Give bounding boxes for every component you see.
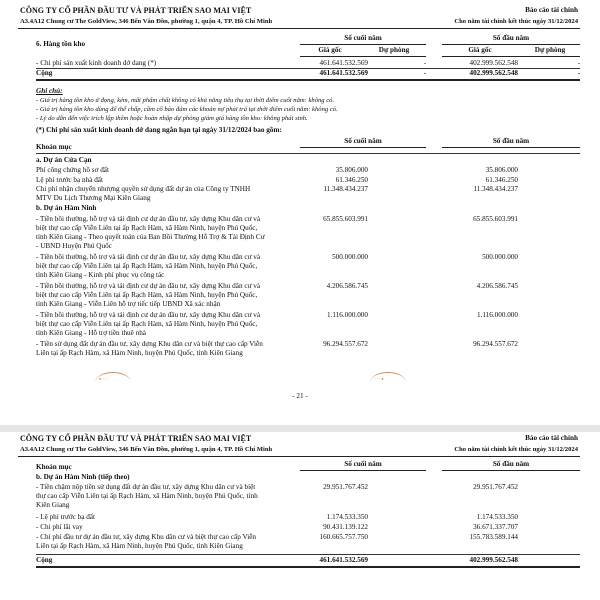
list-item-cont: tỉnh Kiên Giang - Kinh phí phục vụ công tác (36, 271, 165, 279)
report-title: Báo cáo tài chính (525, 6, 578, 14)
report-period: Cho năm tài chính kết thúc ngày 31/12/2024 (454, 18, 578, 25)
row-rule (36, 554, 580, 555)
note-3: - Lý do dẫn đến việc trích lập thêm hoặc hoàn nhập dự phòng giảm giá hàng tồn kho: không phát sinh. (36, 115, 308, 122)
p2-row-2-end: 1.174.533.350 (326, 513, 368, 521)
section-b-cont-title: b. Dự án Hàm Ninh (tiếp theo) (36, 473, 130, 481)
list-item: - Tiền bồi thường, hỗ trợ và tái định cư dự án đầu tư, xây dựng Khu dân cư và (36, 282, 261, 290)
sub-rule-start (442, 56, 580, 57)
list-item: Chi phí nhận chuyển nhượng quyền sử dụng đất dự án của Công ty TNHH (36, 185, 251, 193)
sub-header-prov-end: Dự phòng (378, 46, 410, 54)
khoan-muc-header: Khoản mục (36, 463, 72, 471)
total-label: Cộng (36, 69, 53, 77)
list-item: - Tiền bồi thường, hỗ trợ và tái định cư dự án đầu tư, xây dựng Khu dân cư và (36, 311, 261, 319)
a-row-3-start: 11.348.434.237 (473, 185, 518, 193)
b-row-3-end: 4.206.586.745 (326, 282, 368, 290)
b-row-3-start: 4.206.586.745 (476, 282, 518, 290)
header-rule (18, 456, 580, 457)
list-item-cont: - UBND Huyện Phú Quốc (36, 242, 112, 250)
inventory-start-cost: 402.999.562.548 (469, 59, 518, 67)
a-row-1-end: 35.806.000 (335, 166, 368, 174)
list-item-cont: tỉnh Kiên Giang - Theo quyết toán của Ban Bồi Thường Hỗ Trợ & Tái Định Cư (36, 233, 265, 241)
p2-total-start: 402.999.562.548 (469, 556, 518, 564)
list-item: - Tiền sử dụng đất dự án đầu tư, xây dựng Khu dân cư và biệt thự cao cấp Viễn (36, 340, 263, 348)
list-item-cont: Kiên Giang (36, 501, 70, 509)
page-number: - 21 - (292, 392, 308, 400)
list-item-cont: biệt thự cao cấp Viễn Liên tại ấp Rạch Hàm, xã Hàm Ninh, huyện Phú Quốc, (36, 262, 258, 270)
detail-col-start: Số đầu năm (492, 137, 530, 145)
list-item: Lệ phí trước bạ nhà đất (36, 176, 103, 184)
total-label: Cộng (36, 556, 53, 564)
inventory-end-cost: 461.641.532.569 (319, 59, 368, 67)
header-rule (18, 28, 580, 29)
p2-row-4-start: 155.783.589.144 (469, 533, 518, 541)
list-item: - Tiền bồi thường, hỗ trợ và tái định cư dự án đầu tư, xây dựng Khu dân cư và (36, 215, 261, 223)
col-header-start: Số đầu năm (492, 34, 530, 42)
list-item-cont: thự cao cấp Viễn Liên tại ấp Rạch Hàm, xã Hàm Ninh, huyện Phú Quốc, tỉnh (36, 492, 258, 500)
detail-col-rule-start (442, 147, 580, 148)
p2-row-3-start: 36.671.337.707 (473, 523, 518, 531)
list-item: - Tiền bồi thường, hỗ trợ và tái định cư dự án đầu tư, xây dựng Khu dân cư và (36, 253, 261, 261)
p2-total-end: 461.641.532.569 (319, 556, 368, 564)
report-title: Báo cáo tài chính (525, 434, 578, 442)
col-rule-start (442, 470, 580, 471)
list-item-cont: tỉnh Kiên Giang - Viễn Liên hỗ trợ tiếc tiếp UBND Xã xác nhận (36, 300, 221, 308)
list-item: - Chi phí đầu tư dự án đầu tư, xây dựng Khu dân cư và biệt thự cao cấp Viễn (36, 533, 257, 541)
sub-header-prov-start: Dự phòng (534, 46, 566, 54)
total-double-rule (36, 79, 580, 83)
b-row-1-end: 65.855.603.991 (323, 215, 368, 223)
list-item: - Tiền chậm nộp tiền sử dụng đất dự án đầu tư, xây dựng Khu dân cư và biệt (36, 483, 256, 491)
b-row-2-end: 500.000.000 (332, 253, 368, 261)
list-item-cont: Liên tại ấp Rạch Hàm, xã Hàm Ninh, huyện Phú Quốc, tỉnh Kiên Giang (36, 349, 243, 357)
list-item: Phí công chứng hồ sơ đất (36, 166, 109, 174)
list-item-cont: biệt thự cao cấp Viễn Liên tại ấp Rạch Hàm, xã Hàm Ninh, huyện Phú Quốc, (36, 291, 258, 299)
list-item-cont: tỉnh Kiên Giang - Hỗ trợ tiền thuê nhà (36, 329, 146, 337)
report-period: Cho năm tài chính kết thúc ngày 31/12/2024 (454, 446, 578, 453)
p2-row-2-start: 1.174.533.350 (476, 513, 518, 521)
seal-stamp-right: ◦ ◦ ◦ ● (370, 372, 406, 393)
total-end-cost: 461.641.532.569 (319, 69, 368, 77)
a-row-1-start: 35.806.000 (485, 166, 518, 174)
a-row-3-end: 11.348.434.237 (323, 185, 368, 193)
list-item-cont: MTV Du Lịch Thương Mại Kiên Giang (36, 194, 151, 202)
khoan-muc-header: Khoản mục (36, 143, 72, 151)
b-row-2-start: 500.000.000 (482, 253, 518, 261)
p2-row-1-start: 29.951.767.452 (473, 483, 518, 491)
b-row-1-start: 65.855.603.991 (473, 215, 518, 223)
note-1: - Giá trị hàng tồn kho ứ đọng, kém, mất phẩm chất không có khả năng tiêu thụ tại thời điểm cuối năm: không có. (36, 97, 335, 104)
detail-col-rule-end (300, 147, 426, 148)
a-row-2-start: 61.346.250 (485, 176, 518, 184)
col-rule-start (442, 44, 580, 45)
company-address: A3.4A12 Chung cư The GoldView, 346 Bến Vân Đồn, phường 1, quận 4, TP. Hồ Chí Minh (20, 18, 273, 25)
list-item-cont: Liên tại ấp Rạch Hàm, xã Hàm Ninh, huyện Phú Quốc, tỉnh Kiên Giang (36, 542, 243, 550)
b-row-5-end: 96.294.557.672 (323, 340, 368, 348)
list-item: - Lệ phí trước bạ đất (36, 513, 95, 521)
section-heading: 6. Hàng tồn kho (36, 40, 86, 48)
p2-row-4-end: 160.665.757.750 (319, 533, 368, 541)
notes-title: Ghi chú: (36, 87, 63, 95)
sub-rule-end (300, 56, 426, 57)
inventory-row-label: - Chi phí sản xuất kinh doanh dở dang (*) (36, 59, 157, 67)
total-end-provision: - (423, 69, 426, 77)
col-header-end: Số cuối năm (344, 460, 382, 468)
page-separator (0, 425, 600, 432)
section-a-title: a. Dự án Cửa Cạn (36, 156, 92, 164)
company-name: CÔNG TY CỔ PHẦN ĐẦU TƯ VÀ PHÁT TRIỂN SAO MAI VIỆT (20, 6, 252, 15)
col-rule-end (300, 470, 426, 471)
a-row-2-end: 61.346.250 (335, 176, 368, 184)
list-item-cont: biệt thự cao cấp Viễn Liên tại ấp Rạch Hàm, xã Hàm Ninh, huyện Phú Quốc, (36, 320, 258, 328)
company-name: CÔNG TY CỔ PHẦN ĐẦU TƯ VÀ PHÁT TRIỂN SAO MAI VIỆT (20, 434, 252, 443)
report-page-22 (0, 432, 600, 600)
b-row-4-end: 1.116.000.000 (326, 311, 368, 319)
col-header-start: Số đầu năm (492, 460, 530, 468)
total-start-cost: 402.999.562.548 (469, 69, 518, 77)
list-item: - Chi phí lãi vay (36, 523, 83, 531)
seal-stamp-left: ● ◦ ◦ ◦ (95, 372, 131, 393)
b-row-5-start: 96.294.557.672 (473, 340, 518, 348)
inventory-start-provision: - (577, 59, 580, 67)
col-rule-end (300, 44, 426, 45)
p2-row-3-end: 90.431.139.122 (323, 523, 368, 531)
p2-row-1-end: 29.951.767.452 (323, 483, 368, 491)
section-b-title: b. Dự án Hàm Ninh (36, 204, 97, 212)
detail-col-end: Số cuối năm (344, 137, 382, 145)
total-start-provision: - (577, 69, 580, 77)
sub-header-cost-start: Giá gốc (468, 46, 492, 54)
total-double-rule (36, 566, 580, 570)
inventory-end-provision: - (423, 59, 426, 67)
b-row-4-start: 1.116.000.000 (476, 311, 518, 319)
detail-title: (*) Chi phí sản xuất kinh doanh dở dang ngắn hạn tại ngày 31/12/2024 bao gồm: (36, 126, 282, 134)
note-2: - Giá trị hàng tồn kho dùng để thế chấp, cầm cố bảo đảm các khoản nợ phải trả tại thời điểm cuối năm: không có. (36, 106, 338, 113)
detail-header-rule (36, 153, 580, 154)
sub-header-cost-end: Giá gốc (318, 46, 342, 54)
list-item-cont: biệt thự cao cấp Viễn Liên tại ấp Rạch Hàm, xã Hàm Ninh, huyện Phú Quốc, (36, 224, 258, 232)
col-header-end: Số cuối năm (344, 34, 382, 42)
company-address: A3.4A12 Chung cư The GoldView, 346 Bến Vân Đồn, phường 1, quận 4, TP. Hồ Chí Minh (20, 446, 273, 453)
